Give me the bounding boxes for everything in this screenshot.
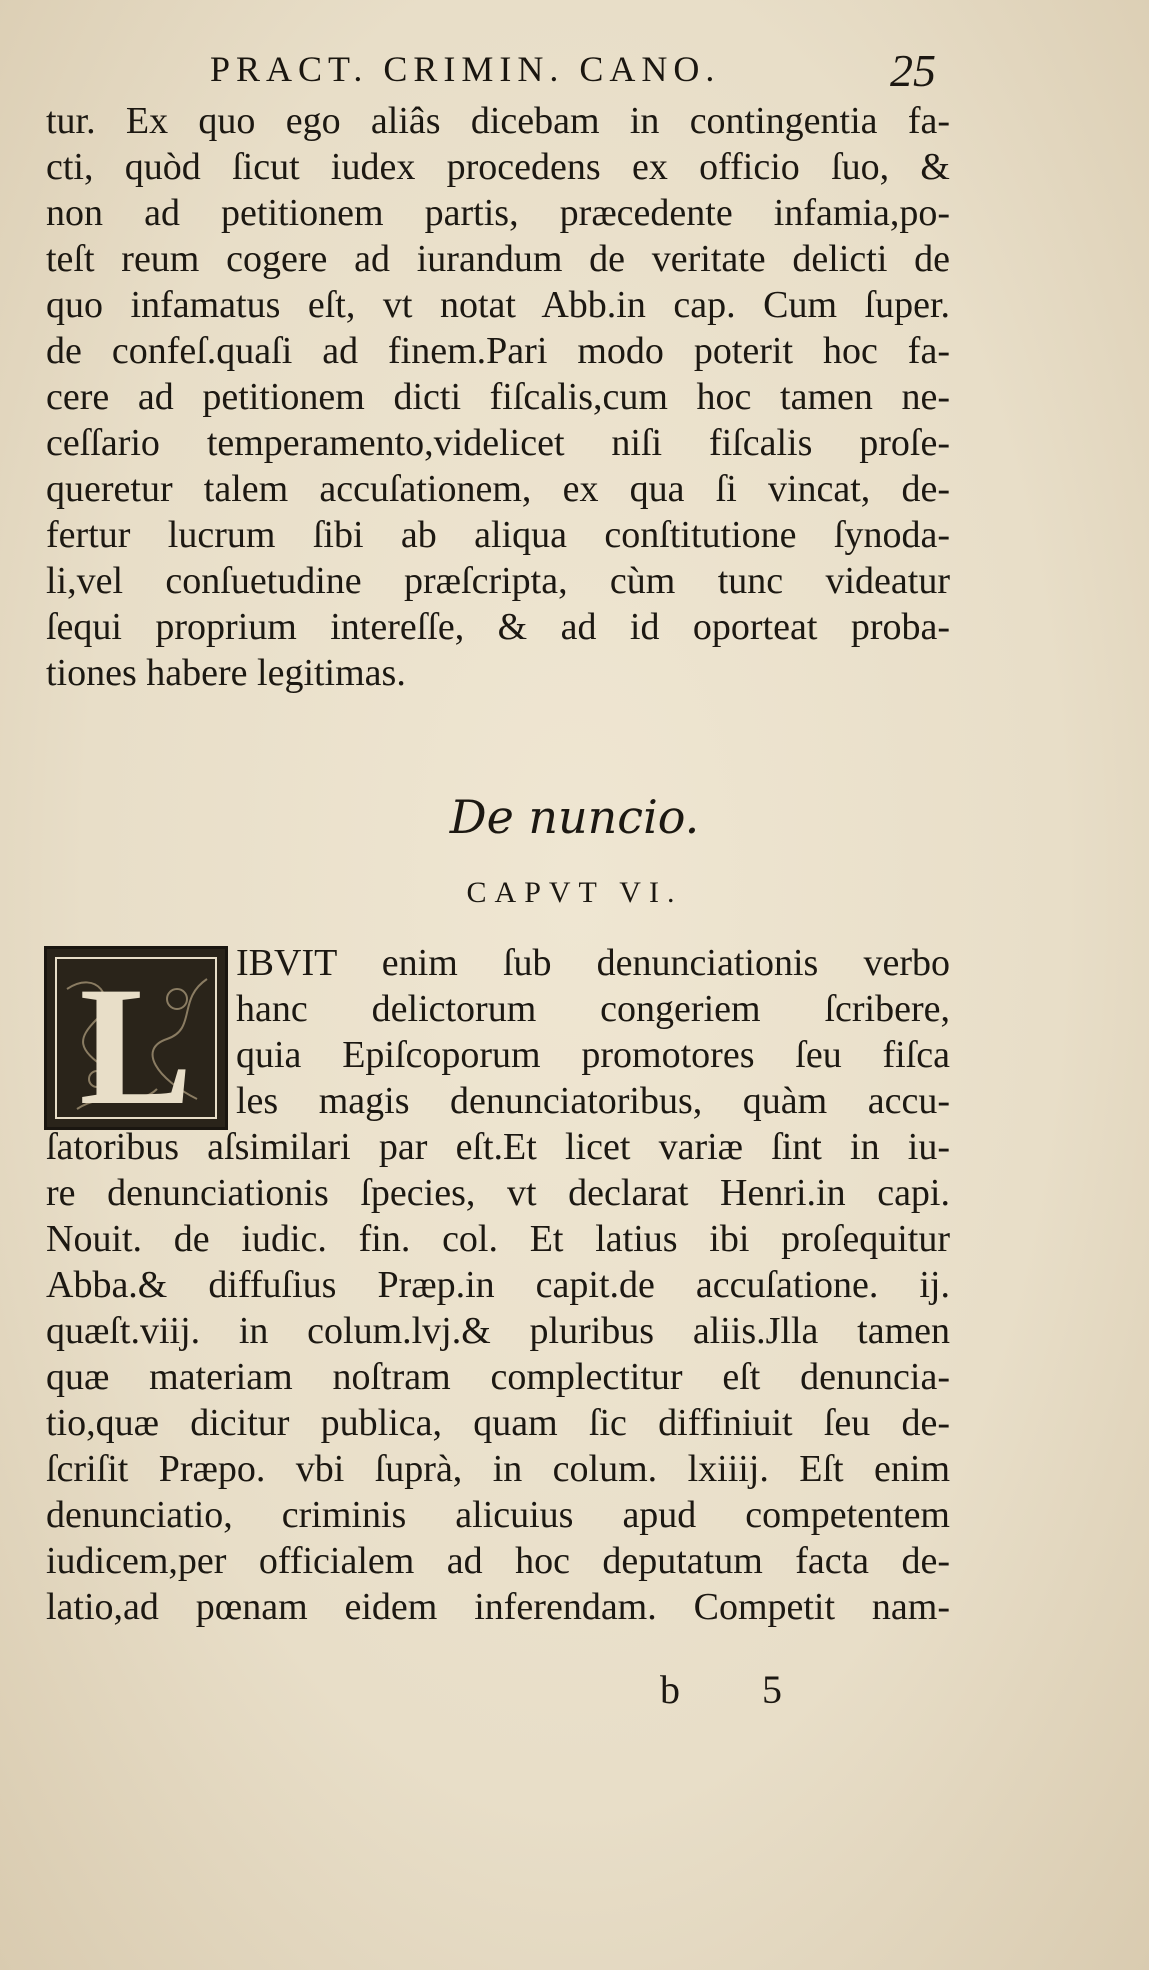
section-title: De nuncio.: [449, 790, 700, 844]
text-line: iudicem,per officialem ad hoc deputatum facta de-: [46, 1540, 950, 1582]
text-line: denunciatio, criminis alicuius apud competentem: [46, 1494, 950, 1536]
text-line: hanc delictorum congeriem ſcribere,: [236, 988, 950, 1030]
paragraph-1: [46, 98, 950, 696]
text-line: ſcriſit Præpo. vbi ſuprà, in colum. lxiiij. Eſt enim: [46, 1448, 950, 1490]
text-line: Nouit. de iudic. fin. col. Et latius ibi proſequitur: [46, 1218, 950, 1260]
text-line: IBVIT enim ſub denunciationis verbo: [236, 942, 950, 984]
text-line: ſatoribus aſsimilari par eſt.Et licet variæ ſint in iu-: [46, 1126, 950, 1168]
paragraph-2-continued: [46, 1124, 950, 1630]
signature-mark: b 5: [660, 1667, 818, 1712]
text-line: li,vel conſuetudine præſcripta, cùm tunc videatur: [46, 560, 950, 602]
text-line: quæ materiam noſtram complectitur eſt denuncia-: [46, 1356, 950, 1398]
decorated-initial: [44, 946, 228, 1130]
text-line: tio,quæ dicitur publica, quam ſic diffiniuit ſeu de-: [46, 1402, 950, 1444]
text-line: de confeſ.quaſi ad finem.Pari modo poterit hoc fa-: [46, 330, 950, 372]
text-line: quæſt.viij. in colum.lvj.& pluribus aliis.Jlla tamen: [46, 1310, 950, 1352]
initial-letter: L: [79, 952, 193, 1130]
text-line: tiones habere legitimas.: [46, 652, 406, 694]
text-line: Abba.& diffuſius Præp.in capit.de accuſatione. ij.: [46, 1264, 950, 1306]
page-number: 25: [890, 45, 936, 96]
text-line: queretur talem accuſationem, ex qua ſi vincat, de-: [46, 468, 950, 510]
text-line: teſt reum cogere ad iurandum de veritate delicti de: [46, 238, 950, 280]
text-line: quo infamatus eſt, vt notat Abb.in cap. Cum ſuper.: [46, 284, 950, 326]
text-line: tur. Ex quo ego aliâs dicebam in contingentia fa-: [46, 100, 950, 142]
text-line: les magis denunciatoribus, quàm accu-: [236, 1080, 950, 1122]
paragraph-2-opening: [236, 940, 950, 1124]
chapter-heading: CAPVT VI.: [466, 876, 683, 909]
text-line: ceſſario temperamento,videlicet niſi fiſcalis proſe-: [46, 422, 950, 464]
text-line: re denunciationis ſpecies, vt declarat Henri.in capi.: [46, 1172, 950, 1214]
text-line: latio,ad pœnam eidem inferendam. Competit nam-: [46, 1586, 950, 1628]
running-title: PRACT. CRIMIN. CANO.: [210, 49, 721, 89]
text-line: ſequi proprium intereſſe, & ad id oporteat proba-: [46, 606, 950, 648]
text-line: cere ad petitionem dicti fiſcalis,cum hoc tamen ne-: [46, 376, 950, 418]
text-line: non ad petitionem partis, præcedente infamia,po-: [46, 192, 950, 234]
initial-frame: [55, 952, 217, 1130]
text-line: fertur lucrum ſibi ab aliqua conſtitutione ſynoda-: [46, 514, 950, 556]
text-line: cti, quòd ſicut iudex procedens ex officio ſuo, &: [46, 146, 950, 188]
text-line: quia Epiſcoporum promotores ſeu fiſca: [236, 1034, 950, 1076]
